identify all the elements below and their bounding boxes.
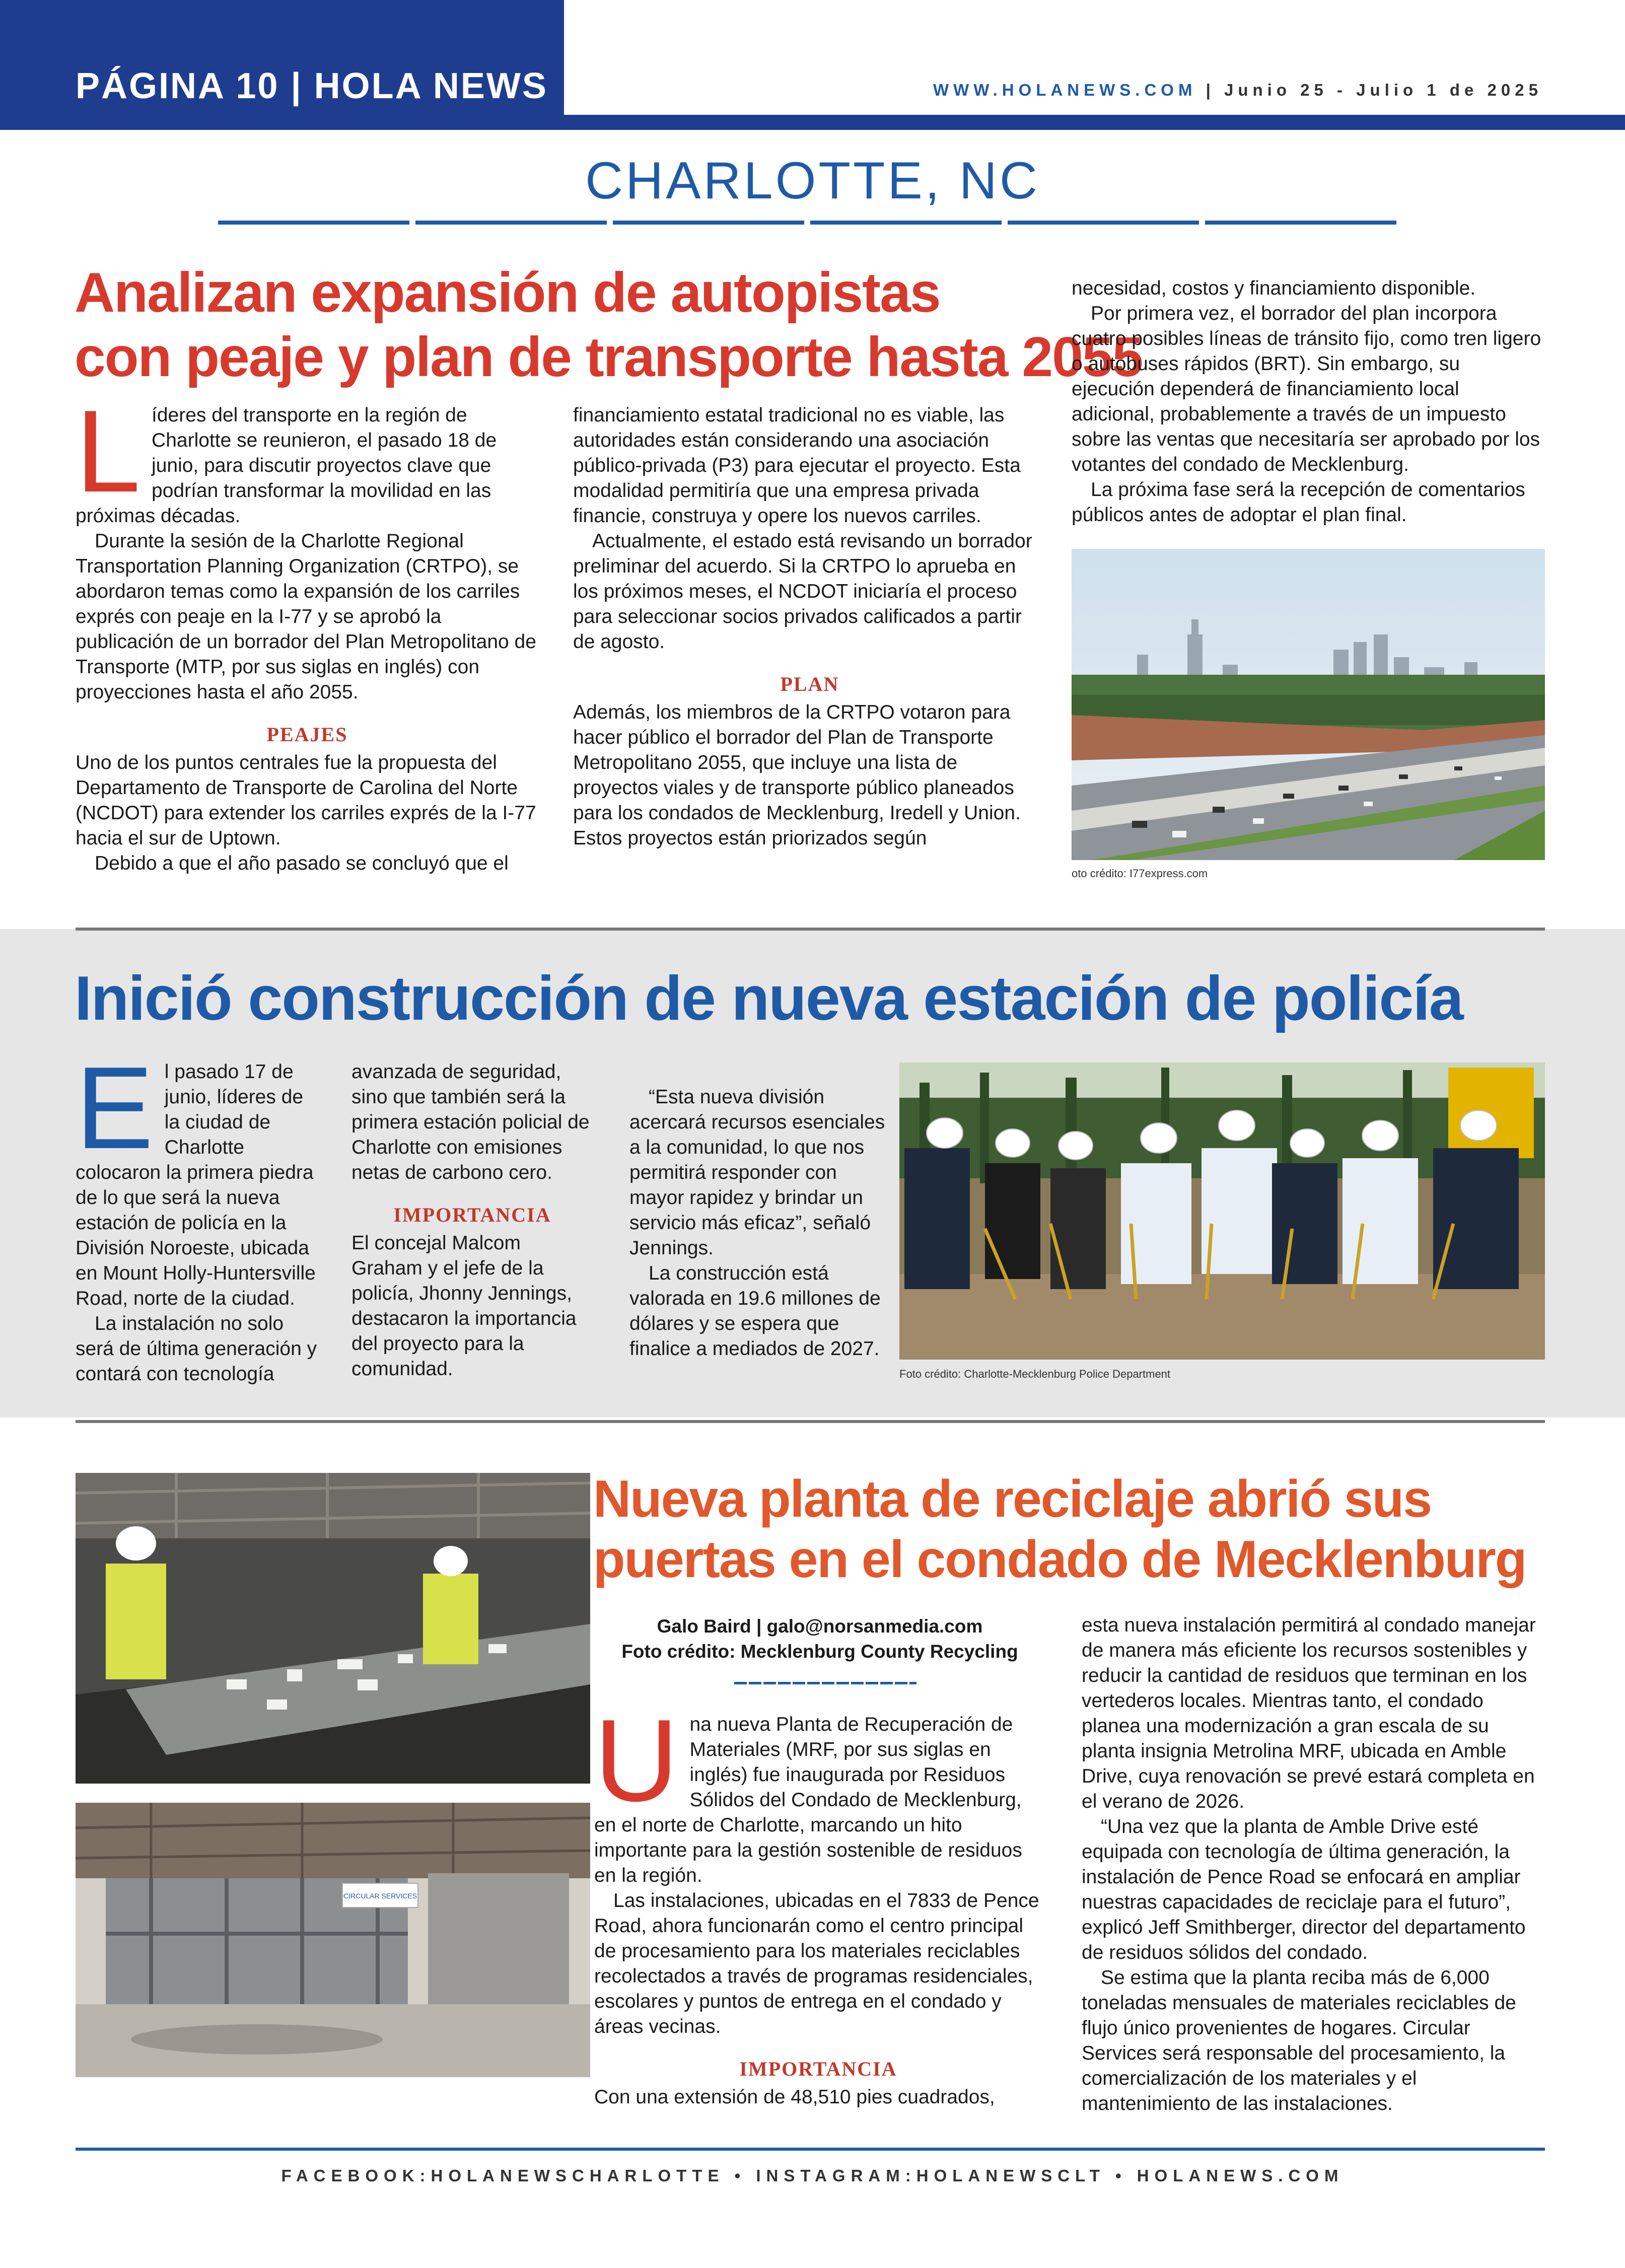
photo-caption: oto crédito: I77express.com (1072, 867, 1208, 880)
section-divider (218, 221, 1399, 225)
subhead-plan: PLAN (780, 673, 839, 695)
article2-column-2 (351, 1059, 593, 1382)
article1-paragraph: Por primera vez, el borrador del plan incorpora cuatro posibles líneas de tránsito fijo, como tren ligero o autobuses rápidos (BRT). Sin embargo, su ejecución dependerá de financiamiento local adicional, probablemente a través de un impuesto sobre las ventas que necesitaría ser aprobado por los votantes del condado de Mecklenburg. (1072, 303, 1541, 475)
section-title: CHARLOTTE, NC (585, 152, 1040, 210)
issue-dates: | Junio 25 - Julio 1 de 2025 (1206, 81, 1542, 99)
article2-headline: Inició construcción de nueva estación de policía (75, 964, 1463, 1033)
drop-cap: L (76, 386, 141, 517)
article3-paragraph: esta nueva instalación permitirá al condado manejar de manera más eficiente los recursos sostenibles y reducir la cantidad de residuos que terminan en los vertederos locales. Mientras tanto, el condado planea una modernización a gran escala de su planta insignia Metrolina MRF, ubicada en Amble Drive, cuya renovación se prevé estará completa en el verano de 2026. (1082, 1614, 1536, 1812)
recycling-facility-photo (76, 1803, 590, 2077)
subhead-importancia: IMPORTANCIA (739, 2058, 897, 2080)
article2-paragraph: El concejal Malcom Graham y el jefe de la policía, Jhonny Jennings, destacaron la importancia del proyecto para la comunidad. (351, 1232, 577, 1380)
article3-headline-line2: puertas en el condado de Mecklenburg (593, 1530, 1526, 1589)
article3-paragraph: Con una extensión de 48,510 pies cuadrados, (594, 2086, 995, 2108)
article2-paragraph: La construcción está valorada en 19.6 millones de dólares y se espera que finalice a mediados de 2027. (629, 1262, 881, 1360)
article1-paragraph: La próxima fase será la recepción de comentarios públicos antes de adoptar el plan final. (1072, 479, 1525, 526)
highway-photo (1072, 549, 1545, 860)
article3-paragraph: Se estima que la planta reciba más de 6,000 toneladas mensuales de materiales reciclables de flujo único provenientes de hogares. Circular Services será responsable del procesamiento, la comercialización de los materiales y el mantenimiento de las instalaciones. (1082, 1967, 1516, 2114)
article3-paragraph: “Una vez que la planta de Amble Drive esté equipada con tecnología de última generación, la instalación de Pence Road se enfocará en ampliar nuestras capacidades de reciclaje para el futuro”, explicó Jeff Smithberger, director del departamento de residuos sólidos del condado. (1082, 1816, 1526, 1963)
article3-paragraph: Las instalaciones, ubicadas en el 7833 de Pence Road, ahora funcionarán como el centro principal de procesamiento para los materiales reciclables recolectados a través de programas residenciales, escolares y puntos de entrega en el condado y áreas vecinas. (594, 1890, 1039, 2037)
header-rule (0, 115, 1625, 130)
header-website-dates (933, 81, 1542, 100)
subhead-importancia: IMPORTANCIA (393, 1203, 551, 1226)
article1-paragraph: Uno de los puntos centrales fue la propuesta del Departamento de Transporte de Carolina del Norte (NCDOT) para extender los carriles exprés de la I-77 hacia el sur de Uptown. (76, 752, 536, 849)
article3-paragraph: Una nueva Planta de Recuperación de Materiales (MRF, por sus siglas en inglés) fue inaugurada por Residuos Sólidos del Condado de Mecklenburg, en el norte de Charlotte, marcando un hito importante para la gestión sostenible de residuos en la región. (594, 1695, 1022, 1886)
byline: Galo Baird | galo@norsanmedia.com (657, 1616, 983, 1637)
article2-column-1 (76, 1043, 317, 1387)
subhead-peajes: PEAJES (266, 723, 348, 746)
article2-paragraph: “Esta nueva división acercará recursos esenciales a la comunidad, lo que nos permitirá responder con mayor rapidez y brindar un servicio más eficaz”, señaló Jennings. (629, 1086, 885, 1259)
article1-headline-line1: Analizan expansión de autopistas (75, 261, 940, 324)
article2-paragraph: avanzada de seguridad, sino que también será la primera estación policial de Charlotte con emisiones netas de carbono cero. (351, 1061, 590, 1183)
article1-paragraph: Líderes del transporte en la región de Charlotte se reunieron, el pasado 18 de junio, para discutir proyectos clave que podrían transformar la movilidad en las próximas décadas. (76, 386, 497, 527)
divider (76, 928, 1545, 931)
article1-column-3 (1072, 276, 1545, 528)
article2-paragraph (629, 1059, 886, 1085)
footer-social[interactable]: FACEBOOK:HOLANEWSCHARLOTTE • INSTAGRAM:HOLANEWSCLT • HOLANEWS.COM (281, 2166, 1344, 2185)
article1-paragraph: Debido a que el año pasado se concluyó que el (95, 853, 509, 874)
photo-caption: Foto crédito: Charlotte-Mecklenburg Police Department (899, 1368, 1171, 1380)
article2-paragraph: La instalación no solo será de última generación y contará con tecnología (76, 1313, 317, 1385)
article1-column-2 (573, 403, 1046, 851)
byline-block (593, 1614, 1046, 1664)
recycling-line-photo (76, 1473, 590, 1784)
drop-cap: E (76, 1043, 154, 1173)
article1-headline (75, 261, 1142, 389)
page-label: PÁGINA 10 | HOLA NEWS (76, 66, 548, 106)
article1-paragraph: Además, los miembros de la CRTPO votaron para hacer público el borrador del Plan de Transporte Metropolitano 2055, que incluye una lista de proyectos viales y de transporte público planeados para los condados de Mecklenburg, Iredell y Union. Estos proyectos están priorizados según (573, 701, 1021, 849)
article2-paragraph: El pasado 17 de junio, líderes de la ciudad de Charlotte colocaron la primera piedra de lo que será la nueva estación de policía en la División Noroeste, ubicada en Mount Holly-Huntersville Road, norte de la ciudad. (76, 1043, 316, 1309)
facility-sign: CIRCULAR SERVICES (343, 1892, 417, 1900)
website-link[interactable]: WWW.HOLANEWS.COM (933, 81, 1197, 99)
article1-paragraph: necesidad, costos y financiamiento disponible. (1072, 277, 1476, 299)
article3-column-2 (1082, 1613, 1545, 2116)
article3-column-1 (594, 1695, 1042, 2110)
article3-headline (593, 1469, 1526, 1590)
byline-divider (734, 1682, 916, 1684)
article2-column-3 (629, 1059, 886, 1362)
groundbreaking-photo (899, 1062, 1545, 1360)
drop-cap: U (594, 1695, 679, 1826)
article3-headline-line1: Nueva planta de reciclaje abrió sus (593, 1470, 1432, 1528)
article1-paragraph: Actualmente, el estado está revisando un borrador preliminar del acuerdo. Si la CRTPO lo aprueba en los próximos meses, el NCDOT iniciaría el proceso para seleccionar socios privados calificados a partir de agosto. (573, 530, 1032, 653)
photo-credit: Foto crédito: Mecklenburg County Recycling (621, 1641, 1018, 1662)
article1-column-1 (76, 386, 539, 876)
article1-paragraph: financiamiento estatal tradicional no es viable, las autoridades están considerando una asociación público-privada (P3) para ejecutar el proyecto. Esta modalidad permitiría que una empresa privada financie, construya y opere los nuevos carriles. (573, 404, 1021, 527)
article1-headline-line2: con peaje y plan de transporte hasta 2055 (75, 325, 1143, 388)
divider (76, 1420, 1545, 1423)
article1-paragraph: Durante la sesión de la Charlotte Regional Transportation Planning Organization (CRTPO), se abordaron temas como la expansión de los carriles exprés con peaje en la I-77 y se aprobó la publicación de un borrador del Plan Metropolitano de Transporte (MTP, por sus siglas en inglés) con proyecciones hasta el año 2055. (76, 530, 536, 703)
footer-rule (76, 2148, 1545, 2151)
